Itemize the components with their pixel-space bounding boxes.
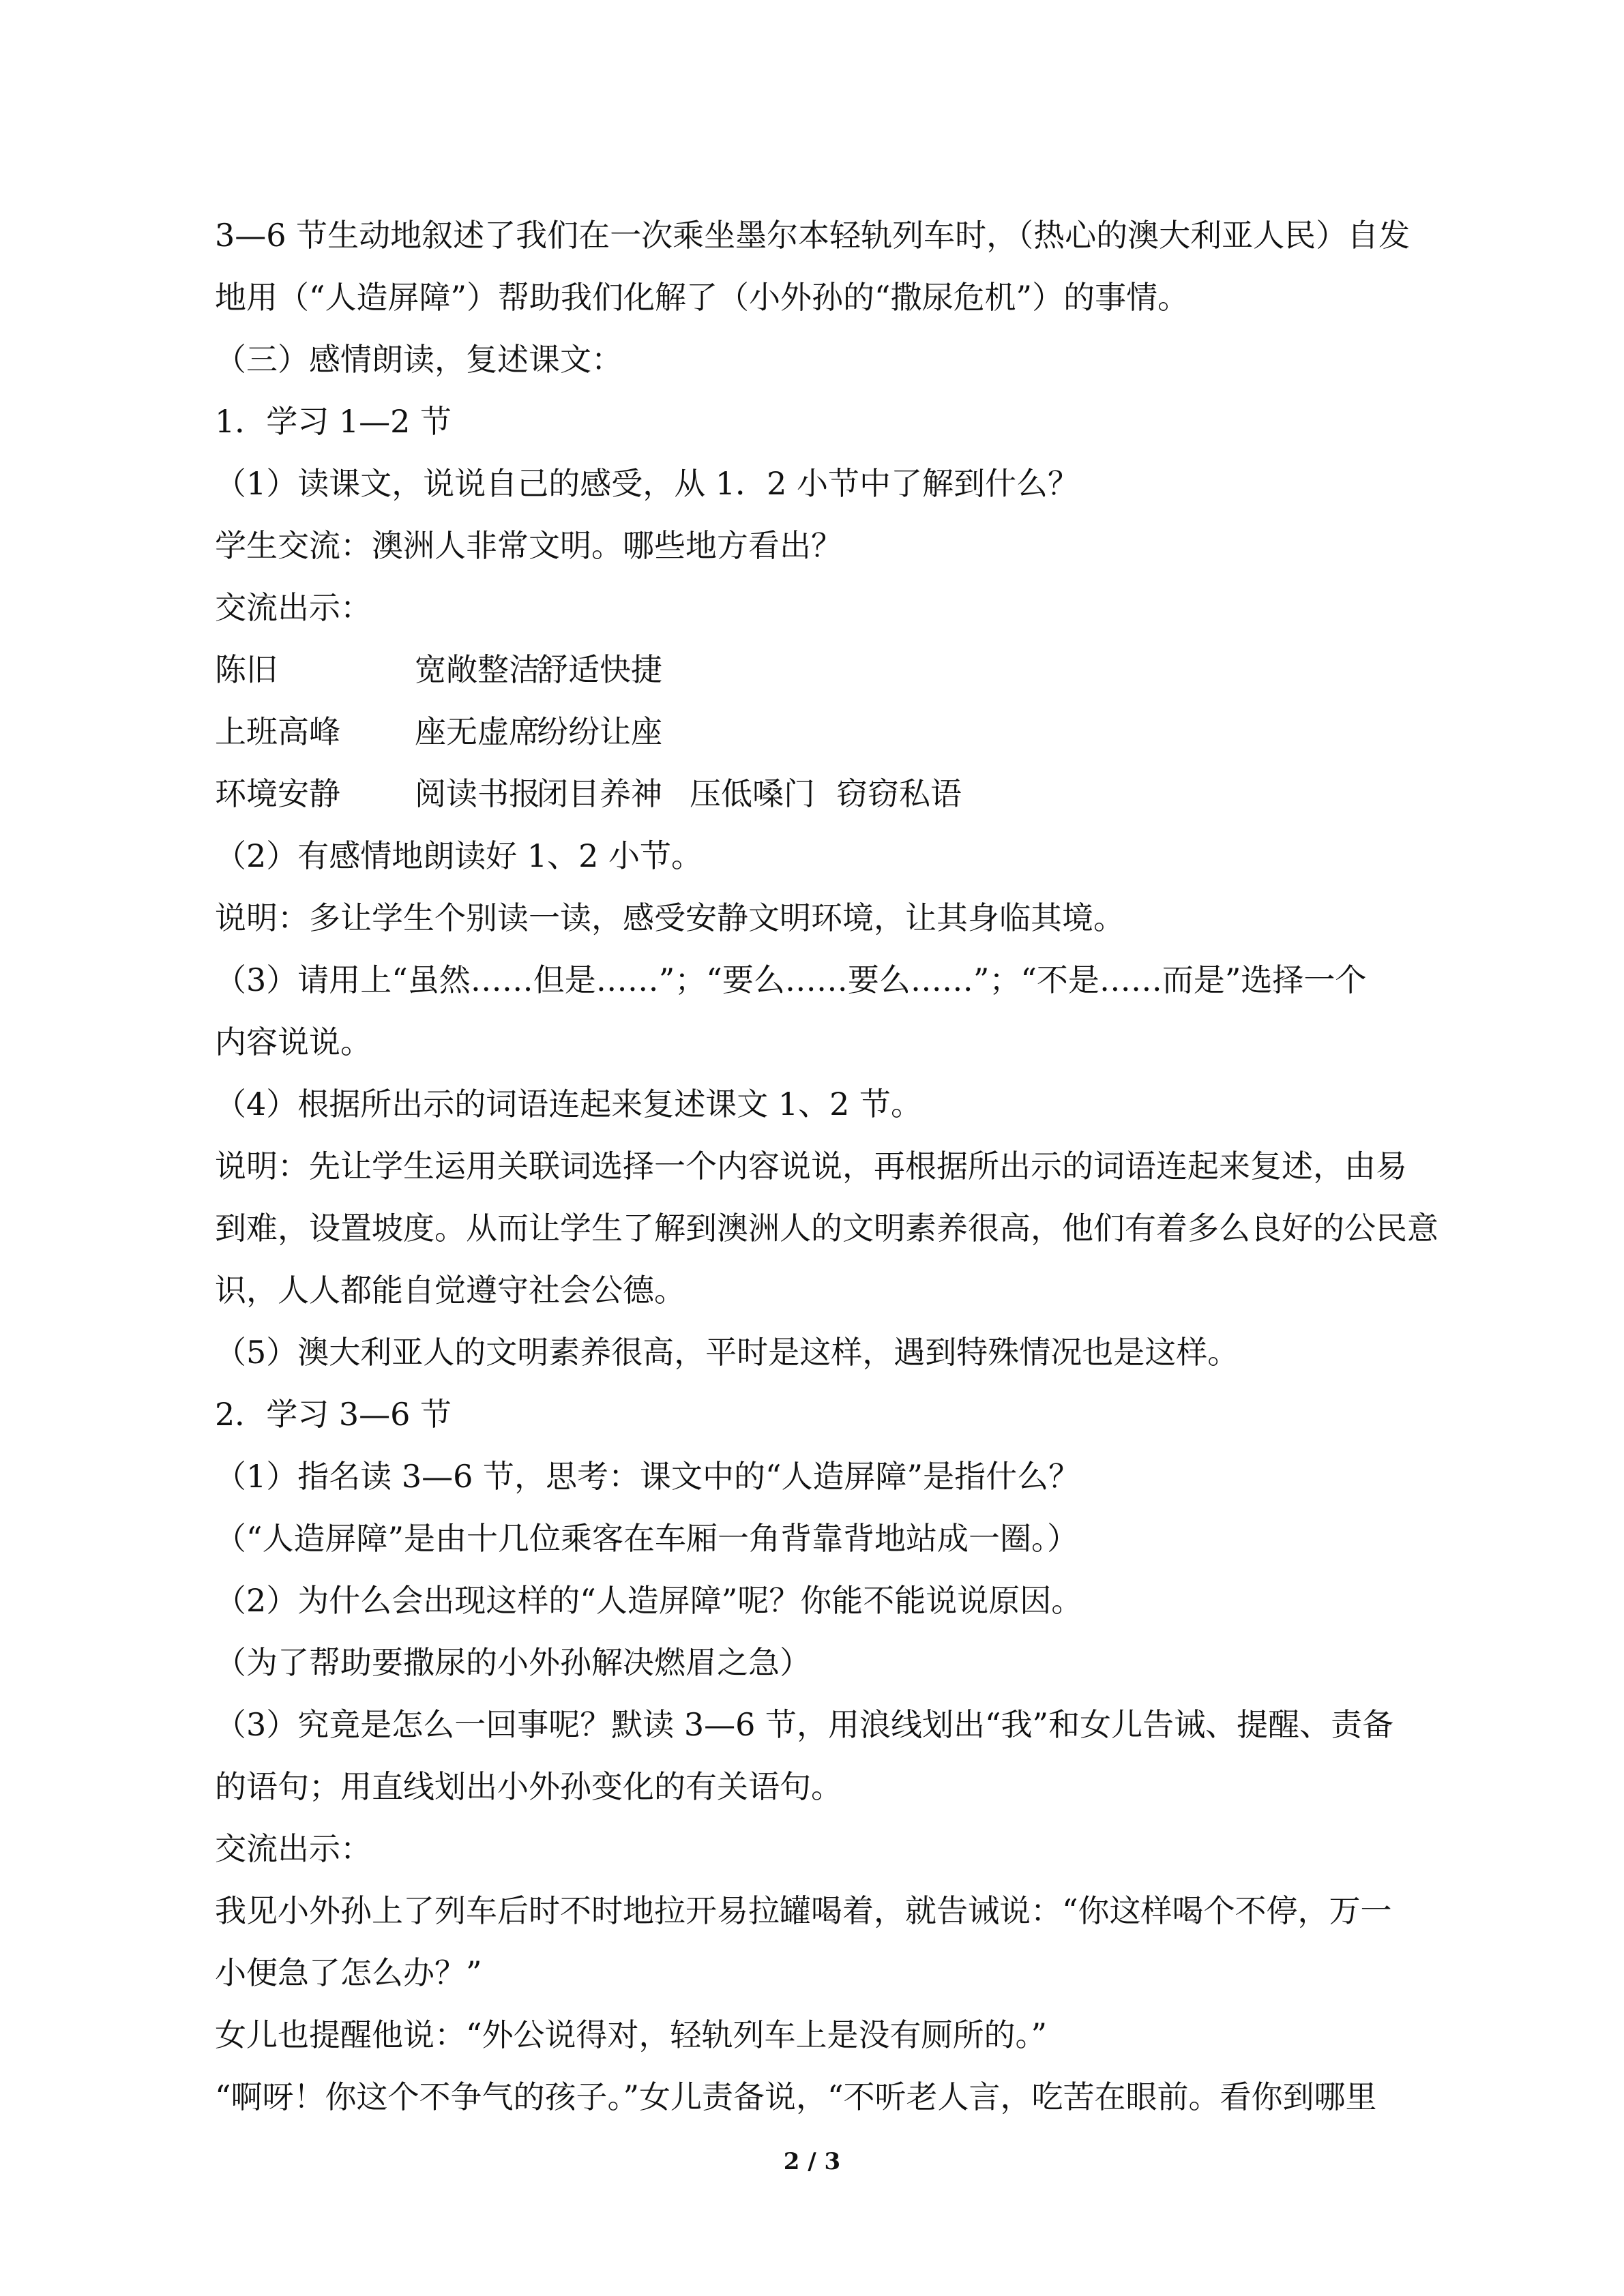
subsection-heading: 2．学习 3—6 节 <box>215 1396 452 1433</box>
paragraph-line: （3）究竟是怎么一回事呢？默读 3—6 节，用浪线划出“我”和女儿告诫、提醒、责备 <box>215 1706 1394 1743</box>
word-cell: 压低嗓门 <box>690 775 815 812</box>
paragraph-line: （为了帮助要撒尿的小外孙解决燃眉之急） <box>215 1644 811 1681</box>
paragraph-line: （“人造屏障”是由十几位乘客在车厢一角背靠背地站成一圈。） <box>215 1520 1079 1557</box>
word-cell: 舒适快捷 <box>537 651 662 688</box>
paragraph-line: 女儿也提醒他说：“外公说得对，轻轨列车上是没有厕所的。” <box>215 2016 1048 2053</box>
paragraph-line: （5）澳大利亚人的文明素养很高，平时是这样，遇到特殊情况也是这样。 <box>215 1334 1239 1371</box>
paragraph-line: 学生交流：澳洲人非常文明。哪些地方看出？ <box>215 527 842 564</box>
paragraph-line: 说明：先让学生运用关联词选择一个内容说说，再根据所出示的词语连起来复述，由易 <box>215 1148 1407 1184</box>
word-cell: 环境安静 <box>215 775 340 812</box>
paragraph-line: 交流出示： <box>215 589 372 626</box>
paragraph-line: 地用（“人造屏障”）帮助我们化解了（小外孙的“撒尿危机”）的事情。 <box>215 279 1190 316</box>
paragraph-line: 交流出示： <box>215 1830 372 1867</box>
word-cell: 上班高峰 <box>215 713 340 750</box>
paragraph-line: （3）请用上“虽然……但是……”；“要么……要么……”；“不是……而是”选择一个 <box>215 961 1367 998</box>
word-cell: 陈旧 <box>215 651 278 688</box>
paragraph-line: 到难，设置坡度。从而让学生了解到澳洲人的文明素养很高，他们有着多么良好的公民意 <box>215 1210 1438 1247</box>
paragraph-line: “啊呀！你这个不争气的孩子。”女儿责备说，“不听老人言，吃苦在眼前。看你到哪里 <box>215 2078 1377 2115</box>
paragraph-line: 内容说说。 <box>215 1024 372 1060</box>
word-cell: 阅读书报 <box>415 775 540 812</box>
paragraph-line: 我见小外孙上了列车后时不时地拉开易拉罐喝着，就告诫说：“你这样喝个不停，万一 <box>215 1892 1392 1929</box>
word-cell: 座无虚席 <box>415 713 540 750</box>
paragraph-line: 小便急了怎么办？” <box>215 1954 482 1991</box>
paragraph-line: （1）指名读 3—6 节，思考：课文中的“人造屏障”是指什么？ <box>215 1458 1080 1495</box>
word-cell: 窃窃私语 <box>836 775 962 812</box>
paragraph-line: 3—6 节生动地叙述了我们在一次乘坐墨尔本轻轨列车时，（热心的澳大利亚人民）自发 <box>215 217 1411 254</box>
subsection-heading: 1．学习 1—2 节 <box>215 403 452 440</box>
word-cell: 宽敞整洁 <box>415 651 540 688</box>
paragraph-line: 识，人人都能自觉遵守社会公德。 <box>215 1272 685 1309</box>
word-cell: 纷纷让座 <box>537 713 662 750</box>
section-heading: （三）感情朗读，复述课文： <box>215 341 623 378</box>
paragraph-line: 的语句；用直线划出小外孙变化的有关语句。 <box>215 1768 842 1805</box>
paragraph-line: 说明：多让学生个别读一读，感受安静文明环境，让其身临其境。 <box>215 899 1125 936</box>
word-cell: 闭目养神 <box>537 775 662 812</box>
paragraph-line: （1）读课文，说说自己的感受，从 1．2 小节中了解到什么？ <box>215 465 1080 502</box>
paragraph-line: （4）根据所出示的词语连起来复述课文 1、2 节。 <box>215 1086 923 1122</box>
paragraph-line: （2）为什么会出现这样的“人造屏障”呢？你能不能说说原因。 <box>215 1582 1083 1619</box>
paragraph-line: （2）有感情地朗读好 1、2 小节。 <box>215 837 703 874</box>
page-number: 2 / 3 <box>783 2148 841 2175</box>
